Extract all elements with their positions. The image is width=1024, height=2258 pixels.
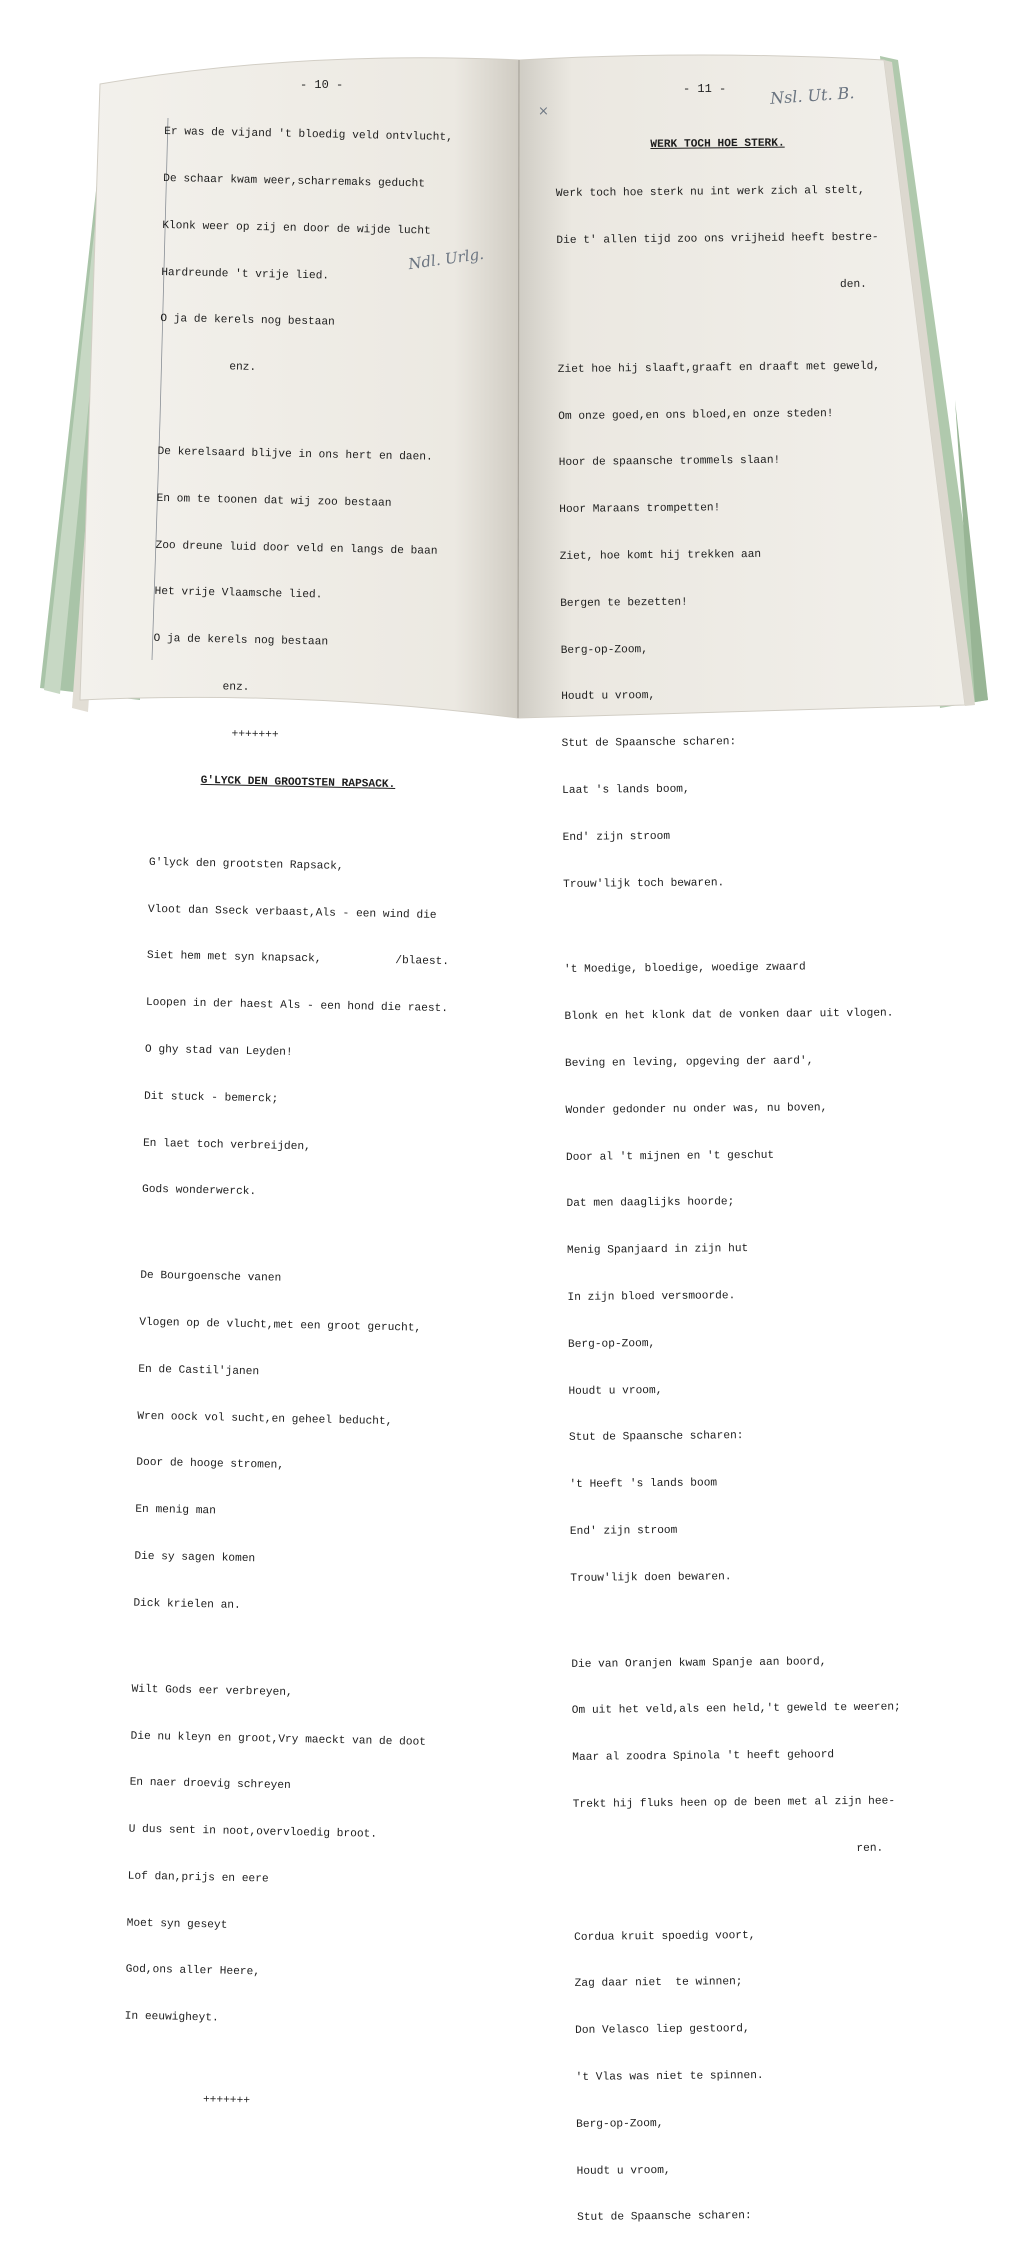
text-line: En de Castil'janen [138,1363,260,1379]
text-line: God,ons aller Heere, [125,1964,261,1979]
text-line: Vlogen op de vlucht,met een groot gerucht, [139,1316,422,1335]
text-line: Siet hem met syn knapsack, /blaest. [146,950,450,969]
right-page-text [555,105,906,2258]
text-line: Moet syn geseyt [126,1917,228,1932]
song-title: G'LYCK DEN GROOTSTEN RAPSACK. [200,774,396,791]
text-line: Wilt Gods eer verbreyen, [131,1683,293,1699]
text-line: Door de hooge stromen, [136,1457,285,1473]
text-line: End' zijn stroom [562,830,671,844]
text-line: U dus sent in noot,overvloedig broot. [128,1823,378,1841]
text-line: Vloot dan Sseck verbaast,Als - een wind die [147,903,437,922]
text-line: Die sy sagen komen [134,1550,256,1566]
text-line: Beving en leving, opgeving der aard', [564,1055,814,1070]
text-line: Er was de vijand 't bloedig veld ontvlucht, [164,126,453,145]
text-line: Zoo dreune luid door veld en langs de baan [155,539,438,558]
text-line: Klonk weer op zij en door de wijde lucht [162,219,431,238]
text-line: Door al 't mijnen en 't geschut [565,1149,775,1164]
text-line: Laat 's lands boom, [562,783,690,797]
text-line: Hoor Maraans trompetten! [559,502,721,517]
handwritten-annotation-right: Nsl. Ut. B. [769,83,855,108]
left-page-text [122,94,467,2145]
text-line: Bergen te bezetten! [560,596,688,610]
text-line: Stut de Spaansche scharen: [561,736,737,751]
text-line: Om uit het veld,als een held,'t geweld te weeren; [571,1701,901,1718]
text-line: Hardreunde 't vrije lied. [161,266,330,283]
text-line: enz. [229,361,257,375]
text-line: Trouw'lijk toch bewaren. [563,876,725,891]
text-line: Die van Oranjen kwam Spanje aan boord, [571,1655,827,1671]
text-line: Berg-op-Zoom, [576,2117,664,2131]
text-line: 't Heeft 's lands boom [569,1477,718,1491]
text-line: O ja de kerels nog bestaan [153,633,329,649]
text-line: Menig Spanjaard in zijn hut [566,1243,749,1258]
text-line: Om onze goed,en ons bloed,en onze steden! [558,407,834,423]
text-line: En om te toonen dat wij zoo bestaan [156,492,392,510]
text-line: Dick krielen an. [133,1597,241,1612]
text-line: Ziet hoe hij slaaft,graaft en draaft met geweld, [557,360,881,376]
text-line: Don Velasco liep gestoord, [575,2023,750,2038]
right-page-number: - 11 - [683,82,727,96]
text-line: Het vrije Vlaamsche lied. [154,586,323,602]
text-line: G'lyck den grootsten Rapsack, [148,856,344,873]
text-line: En menig man [135,1503,217,1518]
text-line: 't Vlas was niet te spinnen. [575,2069,764,2084]
divider: +++++++ [202,2094,251,2108]
text-line: Berg-op-Zoom, [560,643,649,657]
text-line: En naer droevig schreyen [129,1776,291,1793]
left-page-number: - 10 - [300,78,344,92]
text-line: O ghy stad van Leyden! [144,1043,293,1059]
text-line: ren. [856,1842,884,1855]
text-line: In eeuwigheyt. [124,2010,219,2025]
text-line: 't Moedige, bloedige, woedige zwaard [563,961,806,977]
text-line: Houdt u vroom, [568,1384,663,1398]
text-line: enz. [222,681,250,694]
text-line: Werk toch hoe sterk nu int werk zich al stelt, [555,185,865,201]
text-line: Houdt u vroom, [561,690,656,704]
text-line: Dit stuck - bemerck; [143,1090,279,1106]
text-line: Berg-op-Zoom, [567,1337,656,1351]
margin-mark: × [538,104,549,119]
text-line: Wonder gedonder nu onder was, nu boven, [565,1102,828,1117]
text-line: In zijn bloed versmoorde. [567,1290,736,1304]
text-line: Hoor de spaansche trommels slaan! [558,455,781,470]
text-line: Houdt u vroom, [576,2164,671,2178]
text-line: Die t' allen tijd zoo ons vrijheid heeft bestre- [556,231,879,248]
text-line: De schaar kwam weer,scharremaks geducht [163,172,426,191]
song-title: WERK TOCH HOE STERK. [650,137,785,152]
text-line: Trouw'lijk doen bewaren. [570,1570,732,1585]
text-line: Dat men daaglijks hoorde; [566,1196,735,1211]
text-line: Cordua kruit spoedig voort, [574,1929,756,1944]
text-line: O ja de kerels nog bestaan [160,313,335,329]
text-line: Loopen in der haest Als - een hond die raest. [145,997,449,1016]
text-line: Maar al zoodra Spinola 't heeft gehoord [572,1749,835,1765]
text-line: Ziet, hoe komt hij trekken aan [559,548,762,564]
text-line: Die nu kleyn en groot,Vry maeckt van de doot [130,1730,427,1749]
text-line: Trekt hij fluks heen op de been met al zijn hee- [572,1795,896,1811]
handwritten-annotation-left: Ndl. Urlg. [407,244,485,274]
text-line: Zag daar niet te winnen; [574,1976,743,1991]
text-line: Gods wonderwerck. [141,1184,257,1199]
text-line: De kerelsaard blijve in ons hert en daen. [157,445,433,464]
text-line: De Bourgoensche vanen [140,1270,282,1286]
text-line: En laet toch verbreijden, [142,1137,311,1153]
text-line: Wren oock vol sucht,en geheel beducht, [137,1410,393,1428]
text-line: Blonk en het klonk dat de vonken daar uit vlogen. [564,1007,894,1024]
text-line: Stut de Spaansche scharen: [577,2210,752,2225]
divider: +++++++ [231,728,279,742]
text-line: Lof dan,prijs en eere [127,1870,269,1886]
text-line: Stut de Spaansche scharen: [568,1430,744,1445]
text-line: End' zijn stroom [569,1524,678,1538]
text-line: den. [839,278,867,291]
